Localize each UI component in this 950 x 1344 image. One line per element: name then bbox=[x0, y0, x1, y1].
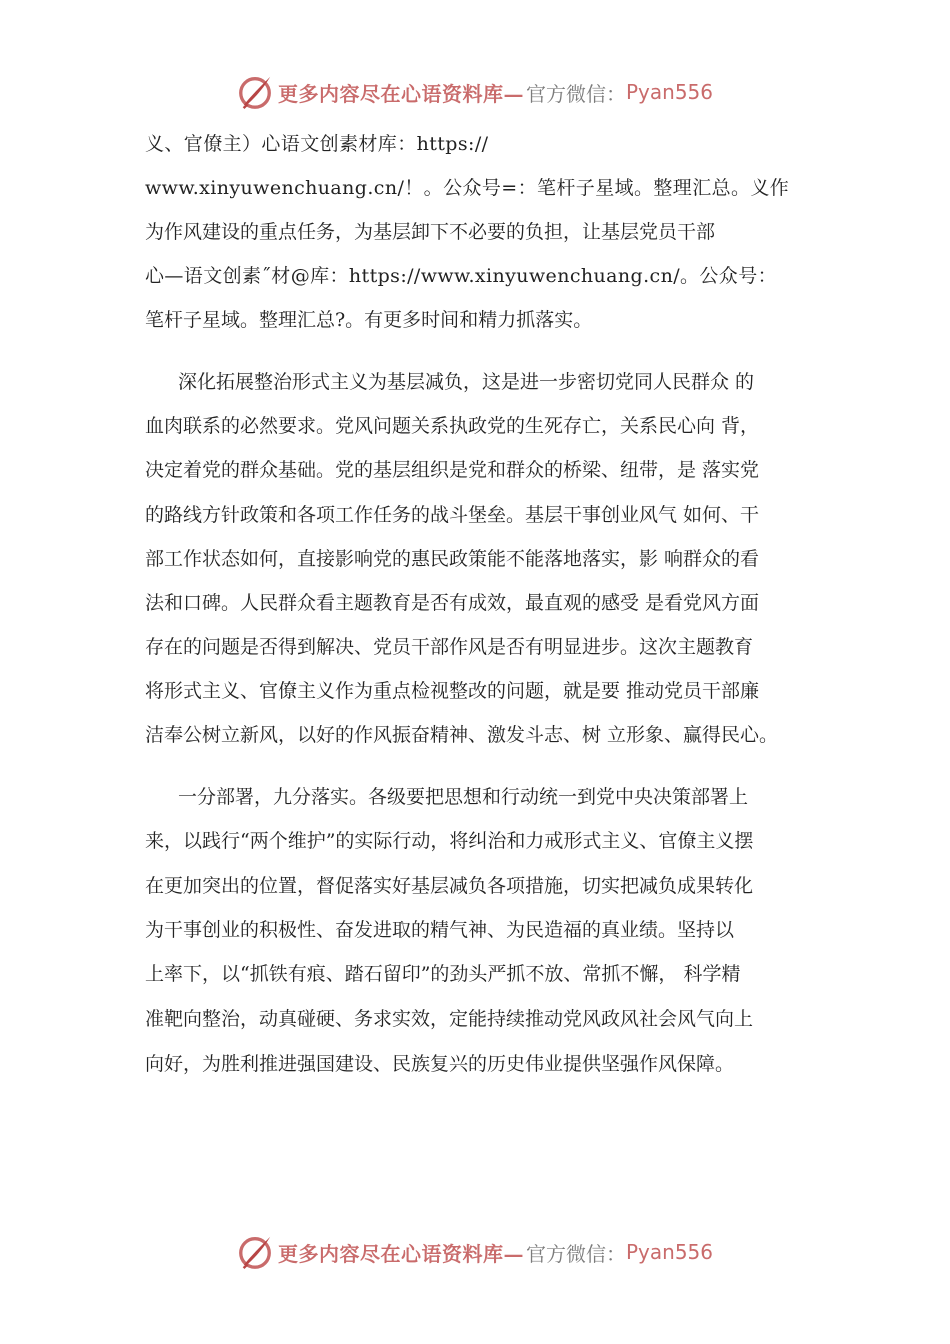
footer-banner bbox=[236, 1232, 713, 1272]
footer-wechat-id: Pyan556 bbox=[626, 1240, 714, 1264]
body-line: 决定着党的群众基础。党的基层组织是党和群众的桥梁、纽带，是 落实党 bbox=[145, 459, 760, 481]
header-slogan: 更多内容尽在心语资料库— bbox=[278, 81, 524, 106]
body-line: 笔杆子星域。整理汇总?。有更多时间和精力抓落实。 bbox=[145, 309, 593, 331]
body-line: www.xinyuwenchuang.cn/！。公众号=：笔杆子星域。整理汇总。义作 bbox=[145, 177, 790, 199]
body-line: 存在的问题是否得到解决、党员干部作风是否有明显进步。这次主题教育 bbox=[145, 636, 754, 658]
header-wechat-id: Pyan556 bbox=[626, 80, 714, 104]
footer-slogan: 更多内容尽在心语资料库— bbox=[278, 1241, 524, 1266]
header-wechat-label: 官方微信： bbox=[526, 81, 626, 106]
footer-wechat-label: 官方微信： bbox=[526, 1241, 626, 1266]
header-banner bbox=[236, 72, 713, 112]
quill-logo-icon bbox=[236, 73, 274, 111]
body-line: 为作风建设的重点任务，为基层卸下不必要的负担，让基层党员干部 bbox=[145, 221, 716, 243]
body-line: 部工作状态如何，直接影响党的惠民政策能不能落地落实，影 响群众的看 bbox=[145, 548, 760, 570]
quill-logo-icon bbox=[236, 1233, 274, 1271]
body-line: 深化拓展整治形式主义为基层减负，这是进一步密切党同人民群众 的 bbox=[178, 371, 755, 393]
body-line: 的路线方针政策和各项工作任务的战斗堡垒。基层干事创业风气 如何、干 bbox=[145, 504, 760, 526]
body-line: 来，以践行“两个维护”的实际行动，将纠治和力戒形式主义、官僚主义摆 bbox=[145, 830, 754, 852]
body-line: 为干事创业的积极性、奋发进取的精气神、为民造福的真业绩。坚持以 bbox=[145, 919, 735, 941]
body-line: 上率下，以“抓铁有痕、踏石留印”的劲头严抓不放、常抓不懈， 科学精 bbox=[145, 963, 741, 985]
body-line: 向好，为胜利推进强国建设、民族复兴的历史伟业提供坚强作风保障。 bbox=[145, 1053, 735, 1075]
body-line: 一分部署，九分落实。各级要把思想和行动统一到党中央决策部署上 bbox=[178, 786, 749, 808]
body-line: 义、官僚主）心语文创素材库：https:// bbox=[145, 133, 489, 155]
body-line: 将形式主义、官僚主义作为重点检视整改的问题，就是要 推动党员干部廉 bbox=[145, 680, 760, 702]
body-line: 血肉联系的必然要求。党风问题关系执政党的生死存亡，关系民心向 背， bbox=[145, 415, 760, 437]
body-line: 准靶向整治，动真碰硬、务求实效，定能持续推动党风政风社会风气向上 bbox=[145, 1008, 754, 1030]
body-line: 洁奉公树立新风，以好的作风振奋精神、激发斗志、树 立形象、赢得民心。 bbox=[145, 724, 779, 746]
body-line: 在更加突出的位置，督促落实好基层减负各项措施，切实把减负成果转化 bbox=[145, 875, 754, 897]
body-line: 心—语文创素˝材@库：https://www.xinyuwenchuang.cn/。公众号： bbox=[145, 265, 778, 287]
body-line: 法和口碑。人民群众看主题教育是否有成效，最直观的感受 是看党风方面 bbox=[145, 592, 760, 614]
